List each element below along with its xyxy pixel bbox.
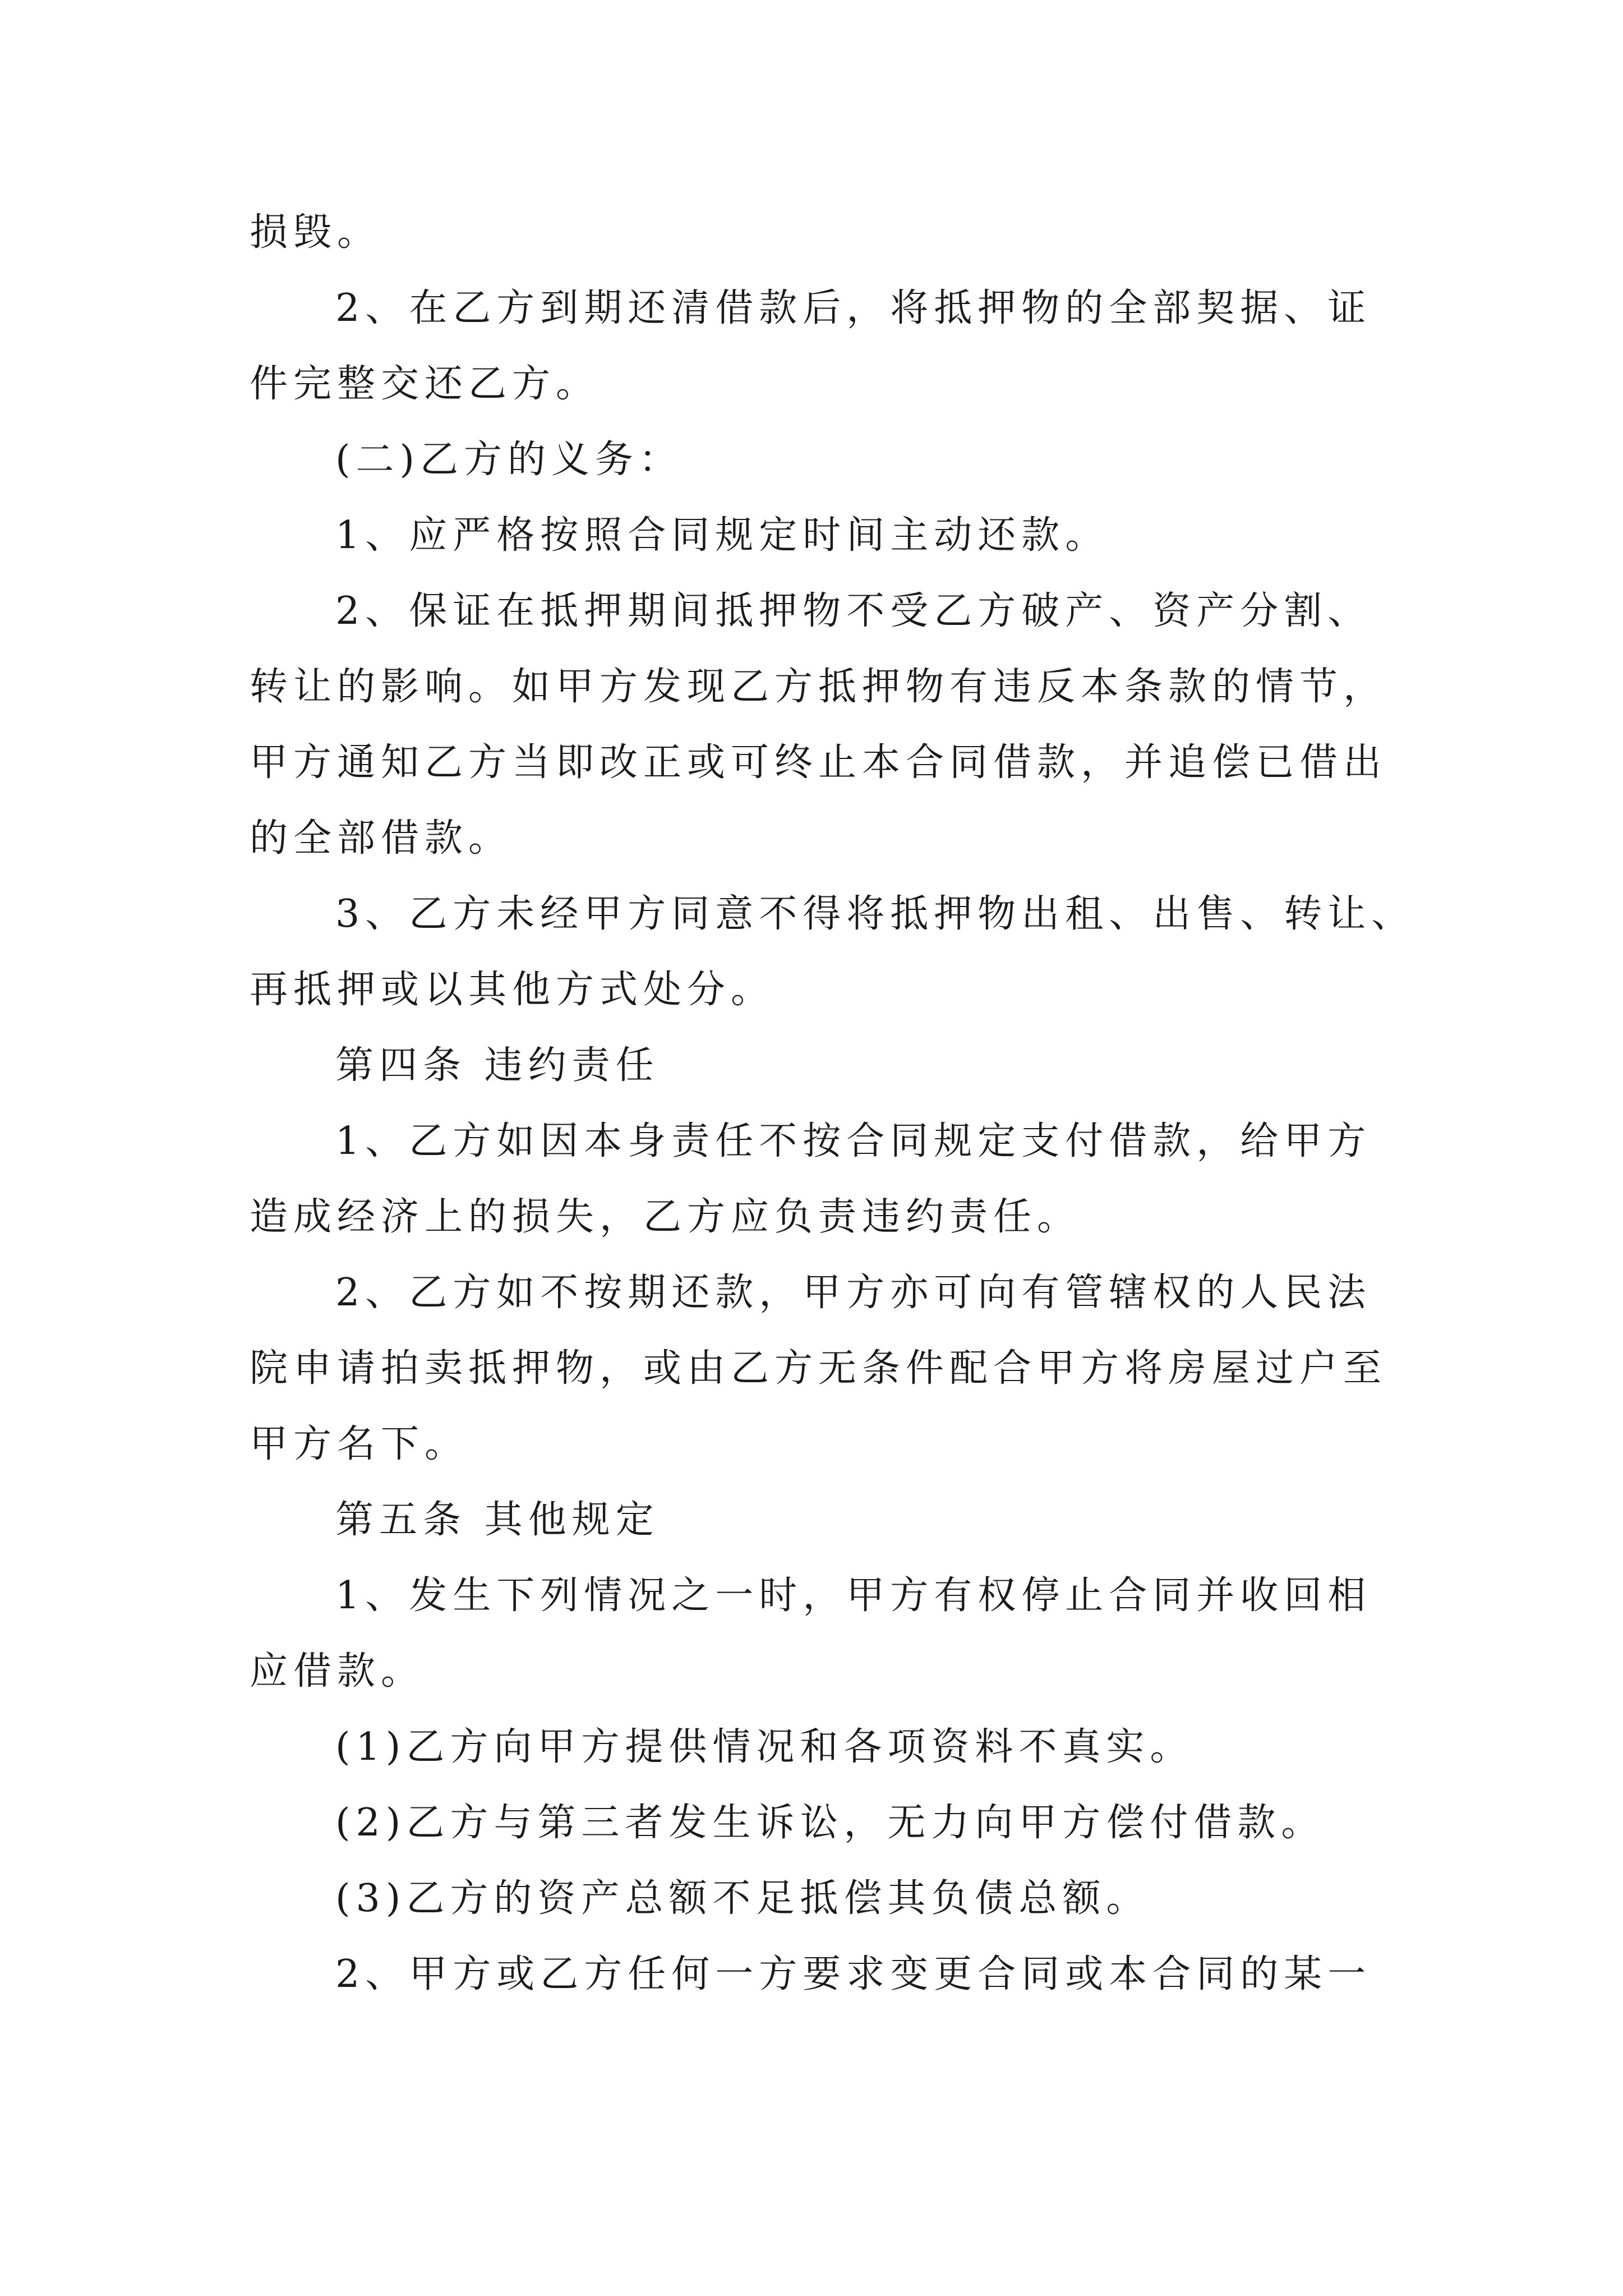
article-heading: 第四条 违约责任: [335, 1043, 660, 1088]
paragraph-line: (2)乙方与第三者发生诉讼，无力向甲方偿付借款。: [335, 1801, 1325, 1845]
paragraph-line: 1、应严格按照合同规定时间主动还款。: [335, 513, 1109, 558]
paragraph-line: 3、乙方未经甲方同意不得将抵押物出租、出售、转让、: [335, 892, 1415, 936]
text-line: 再抵押或以其他方式处分。: [250, 968, 775, 1012]
paragraph-line: 2、保证在抵押期间抵押物不受乙方破产、资产分割、: [335, 589, 1372, 633]
article-heading: 第五条 其他规定: [335, 1498, 660, 1542]
text-line: 院申请拍卖抵押物，或由乙方无条件配合甲方将房屋过户至: [250, 1346, 1387, 1391]
paragraph-line: 1、乙方如因本身责任不按合同规定支付借款，给甲方: [335, 1119, 1372, 1163]
text-line: 转让的影响。如甲方发现乙方抵押物有违反本条款的情节，: [250, 665, 1387, 709]
paragraph-line: 2、甲方或乙方任何一方要求变更合同或本合同的某一: [335, 1952, 1372, 1996]
paragraph-line: 2、乙方如不按期还款，甲方亦可向有管辖权的人民法: [335, 1271, 1372, 1315]
text-line: 造成经济上的损失，乙方应负责违约责任。: [250, 1195, 1081, 1239]
text-line: 损毁。: [250, 210, 381, 255]
paragraph-line: (1)乙方向甲方提供情况和各项资料不真实。: [335, 1725, 1194, 1769]
paragraph-line: 1、发生下列情况之一时，甲方有权停止合同并收回相: [335, 1573, 1372, 1618]
paragraph-line: 2、在乙方到期还清借款后，将抵押物的全部契据、证: [335, 286, 1372, 330]
text-line: 的全部借款。: [250, 816, 513, 861]
paragraph-line: (3)乙方的资产总额不足抵偿其负债总额。: [335, 1876, 1150, 1921]
text-line: 件完整交还乙方。: [250, 362, 600, 406]
text-line: 应借款。: [250, 1649, 425, 1694]
text-line: 甲方名下。: [250, 1422, 469, 1466]
section-heading: (二)乙方的义务：: [335, 438, 683, 482]
text-line: 甲方通知乙方当即改正或可终止本合同借款，并追偿已借出: [250, 740, 1387, 785]
